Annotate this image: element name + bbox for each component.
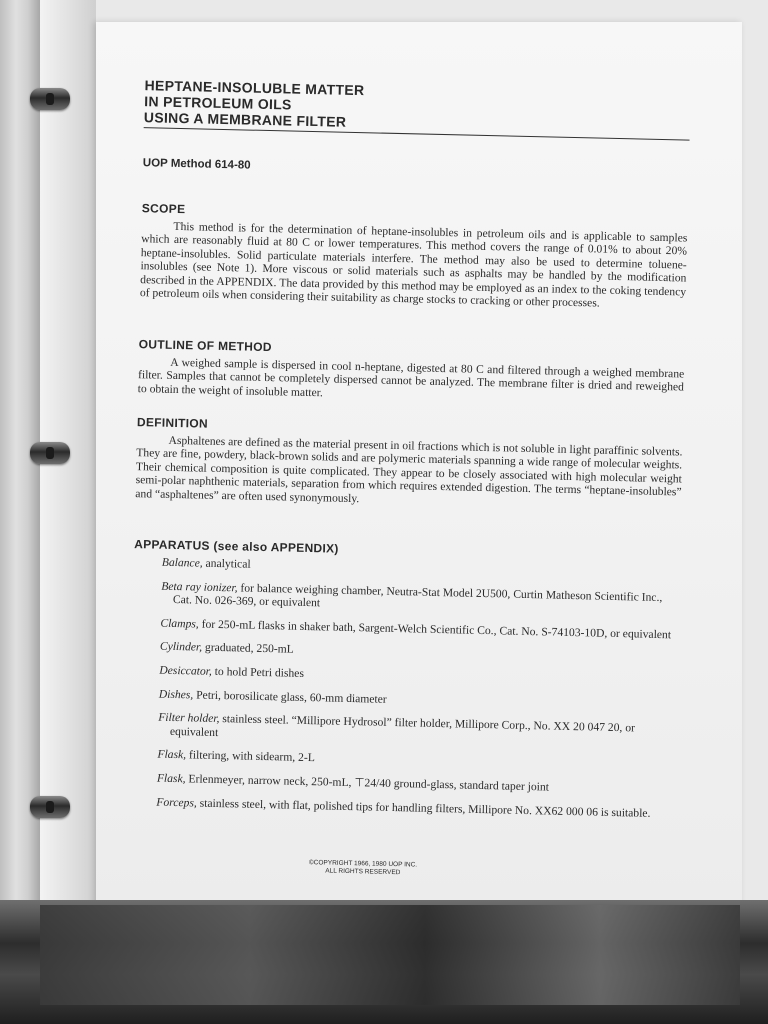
apparatus-term: Forceps,	[156, 795, 197, 810]
apparatus-item	[133, 579, 679, 619]
apparatus-desc: stainless steel, with flat, polished tips for handling filters, Millipore No. XX62 000 06 is suitable.	[196, 796, 651, 820]
apparatus-heading: APPARATUS (see also APPENDIX)	[134, 537, 339, 556]
document-title	[144, 77, 691, 140]
scope-section	[140, 201, 688, 312]
photo-bottom-strip	[40, 905, 740, 1005]
apparatus-term: Filter holder,	[158, 710, 220, 726]
apparatus-term: Cylinder,	[159, 640, 203, 655]
page-content	[82, 16, 748, 930]
apparatus-item	[130, 710, 676, 750]
outline-text: A weighed sample is dispersed in cool n-heptane, digested at 80 C and filtered through a weighed membrane filter. Samples that cannot be completely dispersed cannot be analyzed. The membrane filter is dried and reweighed to obtain the weight of insoluble matter.	[137, 355, 685, 400]
apparatus-term: Beta ray ionizer,	[161, 579, 238, 595]
scope-text: This method is for the determination of heptane-insolubles in petroleum oils and is applicable to samples which are reasonably fluid at 80 C or lower temperatures. This method covers the range of 0.01% to about 20% heptane-insolubles. Solid particulate materials interfere. The method may also be used to determine toluene-insolubles (see Note 1). More viscous or solid materials such as asphalts may be handled by the modification described in the APPENDIX. The data provided by this method may be employed as an index to the coking tendency of petroleum oils when considering their suitability as charge stocks to cracking or other processes.	[139, 219, 688, 310]
definition-heading: DEFINITION	[136, 415, 209, 431]
apparatus-desc: stainless steel. “Millipore Hydrosol” filter holder, Millipore Corp., No. XX 20 047 20, or equivalent	[169, 712, 636, 739]
binder-ring	[30, 88, 70, 110]
copyright-line: ©COPYRIGHT 1966, 1980 UOP INC.	[308, 859, 418, 869]
method-number: UOP Method 614-80	[142, 157, 251, 172]
apparatus-desc: Erlenmeyer, narrow neck, 250-mL, ⊤24/40 ground-glass, standard taper joint	[185, 772, 550, 794]
binder-ring	[30, 442, 70, 464]
apparatus-desc: filtering, with sidearm, 2-L	[185, 748, 316, 765]
apparatus-item	[129, 747, 675, 773]
apparatus-item	[128, 795, 674, 821]
scope-heading: SCOPE	[141, 201, 186, 217]
title-line: USING A MEMBRANE FILTER	[143, 109, 347, 130]
title-line: HEPTANE-INSOLUBLE MATTER	[144, 77, 365, 99]
apparatus-term: Flask,	[156, 771, 186, 786]
binder-ring	[30, 796, 70, 818]
apparatus-item	[131, 663, 677, 689]
outline-heading: OUTLINE OF METHOD	[138, 337, 272, 355]
outline-section	[138, 337, 685, 408]
apparatus-desc: analytical	[202, 556, 251, 571]
definition-text: Asphaltenes are defined as the material present in oil fractions which is not soluble in light paraffinic solvents. They are fine, powdery, black-brown solids and are polymeric materials spanning a wide range of molecular weights. Their chemical composition is quite complicated. They appear to be closely associated with high molecular weight semi-polar naphthenic materials, separation from which requires extended digestion. The terms “heptane-insolubles” and “asphaltenes” are often used synonymously.	[135, 433, 683, 505]
apparatus-desc: for 250-mL flasks in shaker bath, Sargent-Welch Scientific Co., Cat. No. S-74103-10D, or equivalent	[198, 617, 672, 642]
definition-section	[135, 415, 683, 512]
apparatus-item	[129, 771, 675, 797]
apparatus-term: Clamps,	[160, 616, 199, 631]
apparatus-term: Desiccator,	[159, 663, 212, 678]
apparatus-term: Dishes,	[158, 687, 194, 702]
apparatus-desc: for balance weighing chamber, Neutra-Stat Model 2U500, Curtin Matheson Scientific Inc., Cat. No. 026-369, or equivalent	[172, 581, 663, 610]
apparatus-desc: to hold Petri dishes	[211, 664, 305, 680]
apparatus-item	[132, 639, 678, 665]
binder-spine	[0, 0, 40, 1024]
document-page	[96, 22, 742, 922]
apparatus-term: Flask,	[157, 747, 187, 762]
copyright-line: ALL RIGHTS RESERVED	[325, 867, 401, 877]
title-line: IN PETROLEUM OILS	[144, 93, 292, 113]
apparatus-item	[132, 616, 678, 642]
apparatus-desc: graduated, 250-mL	[201, 641, 294, 657]
apparatus-section	[128, 537, 680, 830]
apparatus-term: Balance,	[161, 555, 203, 570]
apparatus-desc: Petri, borosilicate glass, 60-mm diameter	[193, 688, 387, 706]
apparatus-item	[131, 687, 677, 713]
apparatus-list	[128, 555, 680, 820]
copyright-notice	[243, 858, 483, 879]
